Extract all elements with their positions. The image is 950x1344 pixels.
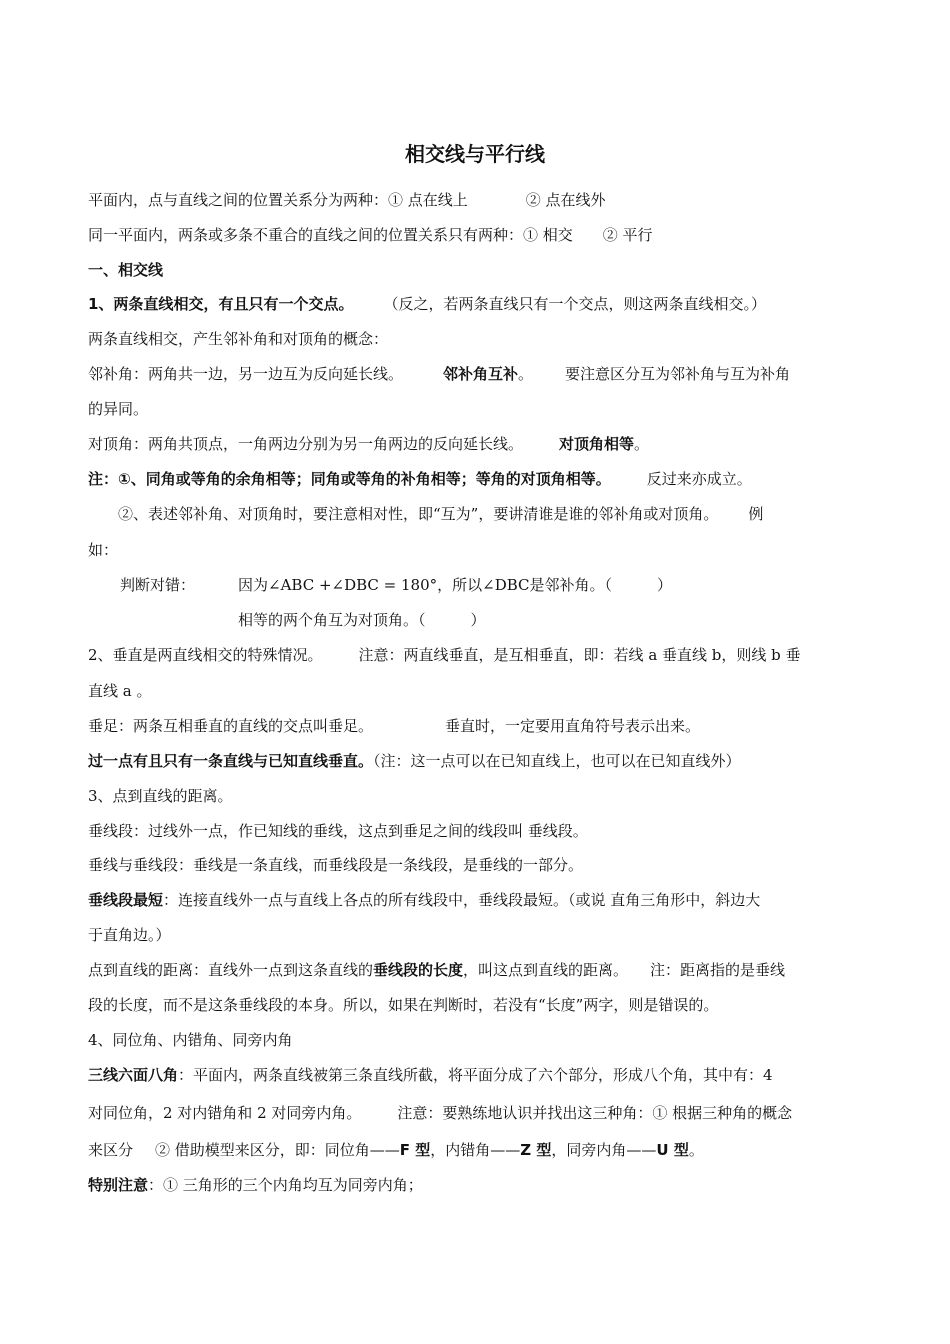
text-line <box>88 223 868 247</box>
text-line: 3、点到直线的距离。 <box>88 787 233 805</box>
text: （注：这一点可以在已知直线上，也可以在已知直线外） <box>373 752 741 770</box>
text-line: 垂线与垂线段：垂线是一条直线，而垂线段是一条线段，是垂线的一部分。 <box>88 856 584 874</box>
page-title: 相交线与平行线 <box>405 142 545 166</box>
text-line: 两条直线相交，产生邻补角和对顶角的概念： <box>88 330 389 348</box>
text-line <box>88 714 868 738</box>
text-line: 段的长度，而不是这条垂线段的本身。所以，如果在判断时，若没有“长度”两字，则是错误的。 <box>88 996 719 1014</box>
text: 注意：两直线垂直，是互相垂直，即：若线 a 垂直线 b，则线 b 垂 <box>358 646 801 664</box>
text-line: 直线 a 。 <box>88 682 152 700</box>
text-line <box>88 643 868 667</box>
text: 垂直时，一定要用直角符号表示出来。 <box>445 717 701 735</box>
text-line: 因为∠ABC +∠DBC = 180°，所以∠DBC是邻补角。（ ） <box>238 576 672 594</box>
text: 要注意区分互为邻补角与互为补角 <box>565 365 791 383</box>
text: 注意：要熟练地认识并找出这三种角：① 根据三种角的概念 <box>397 1104 793 1122</box>
text: （反之，若两条直线只有一个交点，则这两条直线相交。） <box>383 295 766 313</box>
text: 平面内，点与直线之间的位置关系分为两种：① 点在线上 <box>88 191 468 209</box>
text: 2、垂直是两直线相交的特殊情况。 <box>88 646 323 664</box>
text-line <box>88 432 868 456</box>
bold-text: 垂线段最短 <box>88 891 164 909</box>
text: 。 <box>688 1141 704 1159</box>
text-line <box>88 749 868 773</box>
text: 例 <box>748 505 764 523</box>
section-heading: 一、相交线 <box>88 261 164 279</box>
text-line <box>88 1138 868 1162</box>
bold-text: 1、两条直线相交，有且只有一个交点。 <box>88 295 354 313</box>
text: 邻补角：两角共一边，另一边互为反向延长线。 <box>88 365 404 383</box>
text: 同一平面内，两条或多条不重合的直线之间的位置关系只有两种：① 相交 <box>88 226 573 244</box>
text-line <box>88 958 868 982</box>
text: 来区分 <box>88 1141 134 1159</box>
text-line <box>88 362 868 386</box>
text-line: 于直角边。） <box>88 926 171 944</box>
text-line <box>118 502 868 526</box>
text-line: 垂线段：过线外一点，作已知线的垂线，这点到垂足之间的线段叫 垂线段。 <box>88 822 588 840</box>
text-line <box>88 888 868 912</box>
text: 。 <box>634 435 650 453</box>
text: ，叫这点到直线的距离。 <box>463 961 629 979</box>
bold-text: 特别注意 <box>88 1176 149 1194</box>
bold-text: 过一点有且只有一条直线与已知直线垂直。 <box>88 752 374 770</box>
bold-text: U 型 <box>656 1141 689 1159</box>
text-line <box>88 1173 868 1197</box>
text: ②、表述邻补角、对顶角时，要注意相对性，即“互为”，要讲清谁是谁的邻补角或对顶角。 <box>118 505 719 523</box>
text: ，同旁内角—— <box>551 1141 657 1159</box>
text: ② 平行 <box>602 226 653 244</box>
text: 注：距离指的是垂线 <box>650 961 786 979</box>
text-line: 的异同。 <box>88 400 149 418</box>
text: 反过来亦成立。 <box>646 470 752 488</box>
text-line <box>88 1101 868 1125</box>
text-line: 相等的两个角互为对顶角。（ ） <box>238 611 486 629</box>
bold-text: 垂线段的长度 <box>373 961 464 979</box>
bold-text: 邻补角互补 <box>443 365 519 383</box>
text-line <box>88 467 868 491</box>
text: 。 <box>518 365 534 383</box>
text: ② 借助模型来区分，即：同位角—— <box>155 1141 400 1159</box>
text: 对顶角：两角共顶点，一角两边分别为另一角两边的反向延长线。 <box>88 435 524 453</box>
text: 垂足：两条互相垂直的直线的交点叫垂足。 <box>88 717 374 735</box>
text: 点到直线的距离：直线外一点到这条直线的 <box>88 961 374 979</box>
text-line <box>88 1063 868 1087</box>
text-line <box>88 188 868 212</box>
bold-text: 注：①、同角或等角的余角相等；同角或等角的补角相等；等角的对顶角相等。 <box>88 470 611 488</box>
bold-text: 对顶角相等 <box>559 435 635 453</box>
text: ：平面内，两条直线被第三条直线所截，将平面分成了六个部分，形成八个角，其中有：4 <box>178 1066 773 1084</box>
text-line: 4、同位角、内错角、同旁内角 <box>88 1031 293 1049</box>
bold-text: 三线六面八角 <box>88 1066 179 1084</box>
bold-text: Z 型 <box>520 1141 552 1159</box>
bold-text: F 型 <box>399 1141 431 1159</box>
text-line: 如： <box>88 541 119 559</box>
text: 判断对错： <box>120 576 196 594</box>
text: ，内错角—— <box>430 1141 521 1159</box>
text: 对同位角，2 对内错角和 2 对同旁内角。 <box>88 1104 362 1122</box>
text-line <box>88 292 868 316</box>
text: ：连接直线外一点与直线上各点的所有线段中，垂线段最短。（或说 直角三角形中，斜边大 <box>163 891 761 909</box>
text: ：① 三角形的三个内角均互为同旁内角； <box>148 1176 423 1194</box>
text: ② 点在线外 <box>525 191 606 209</box>
